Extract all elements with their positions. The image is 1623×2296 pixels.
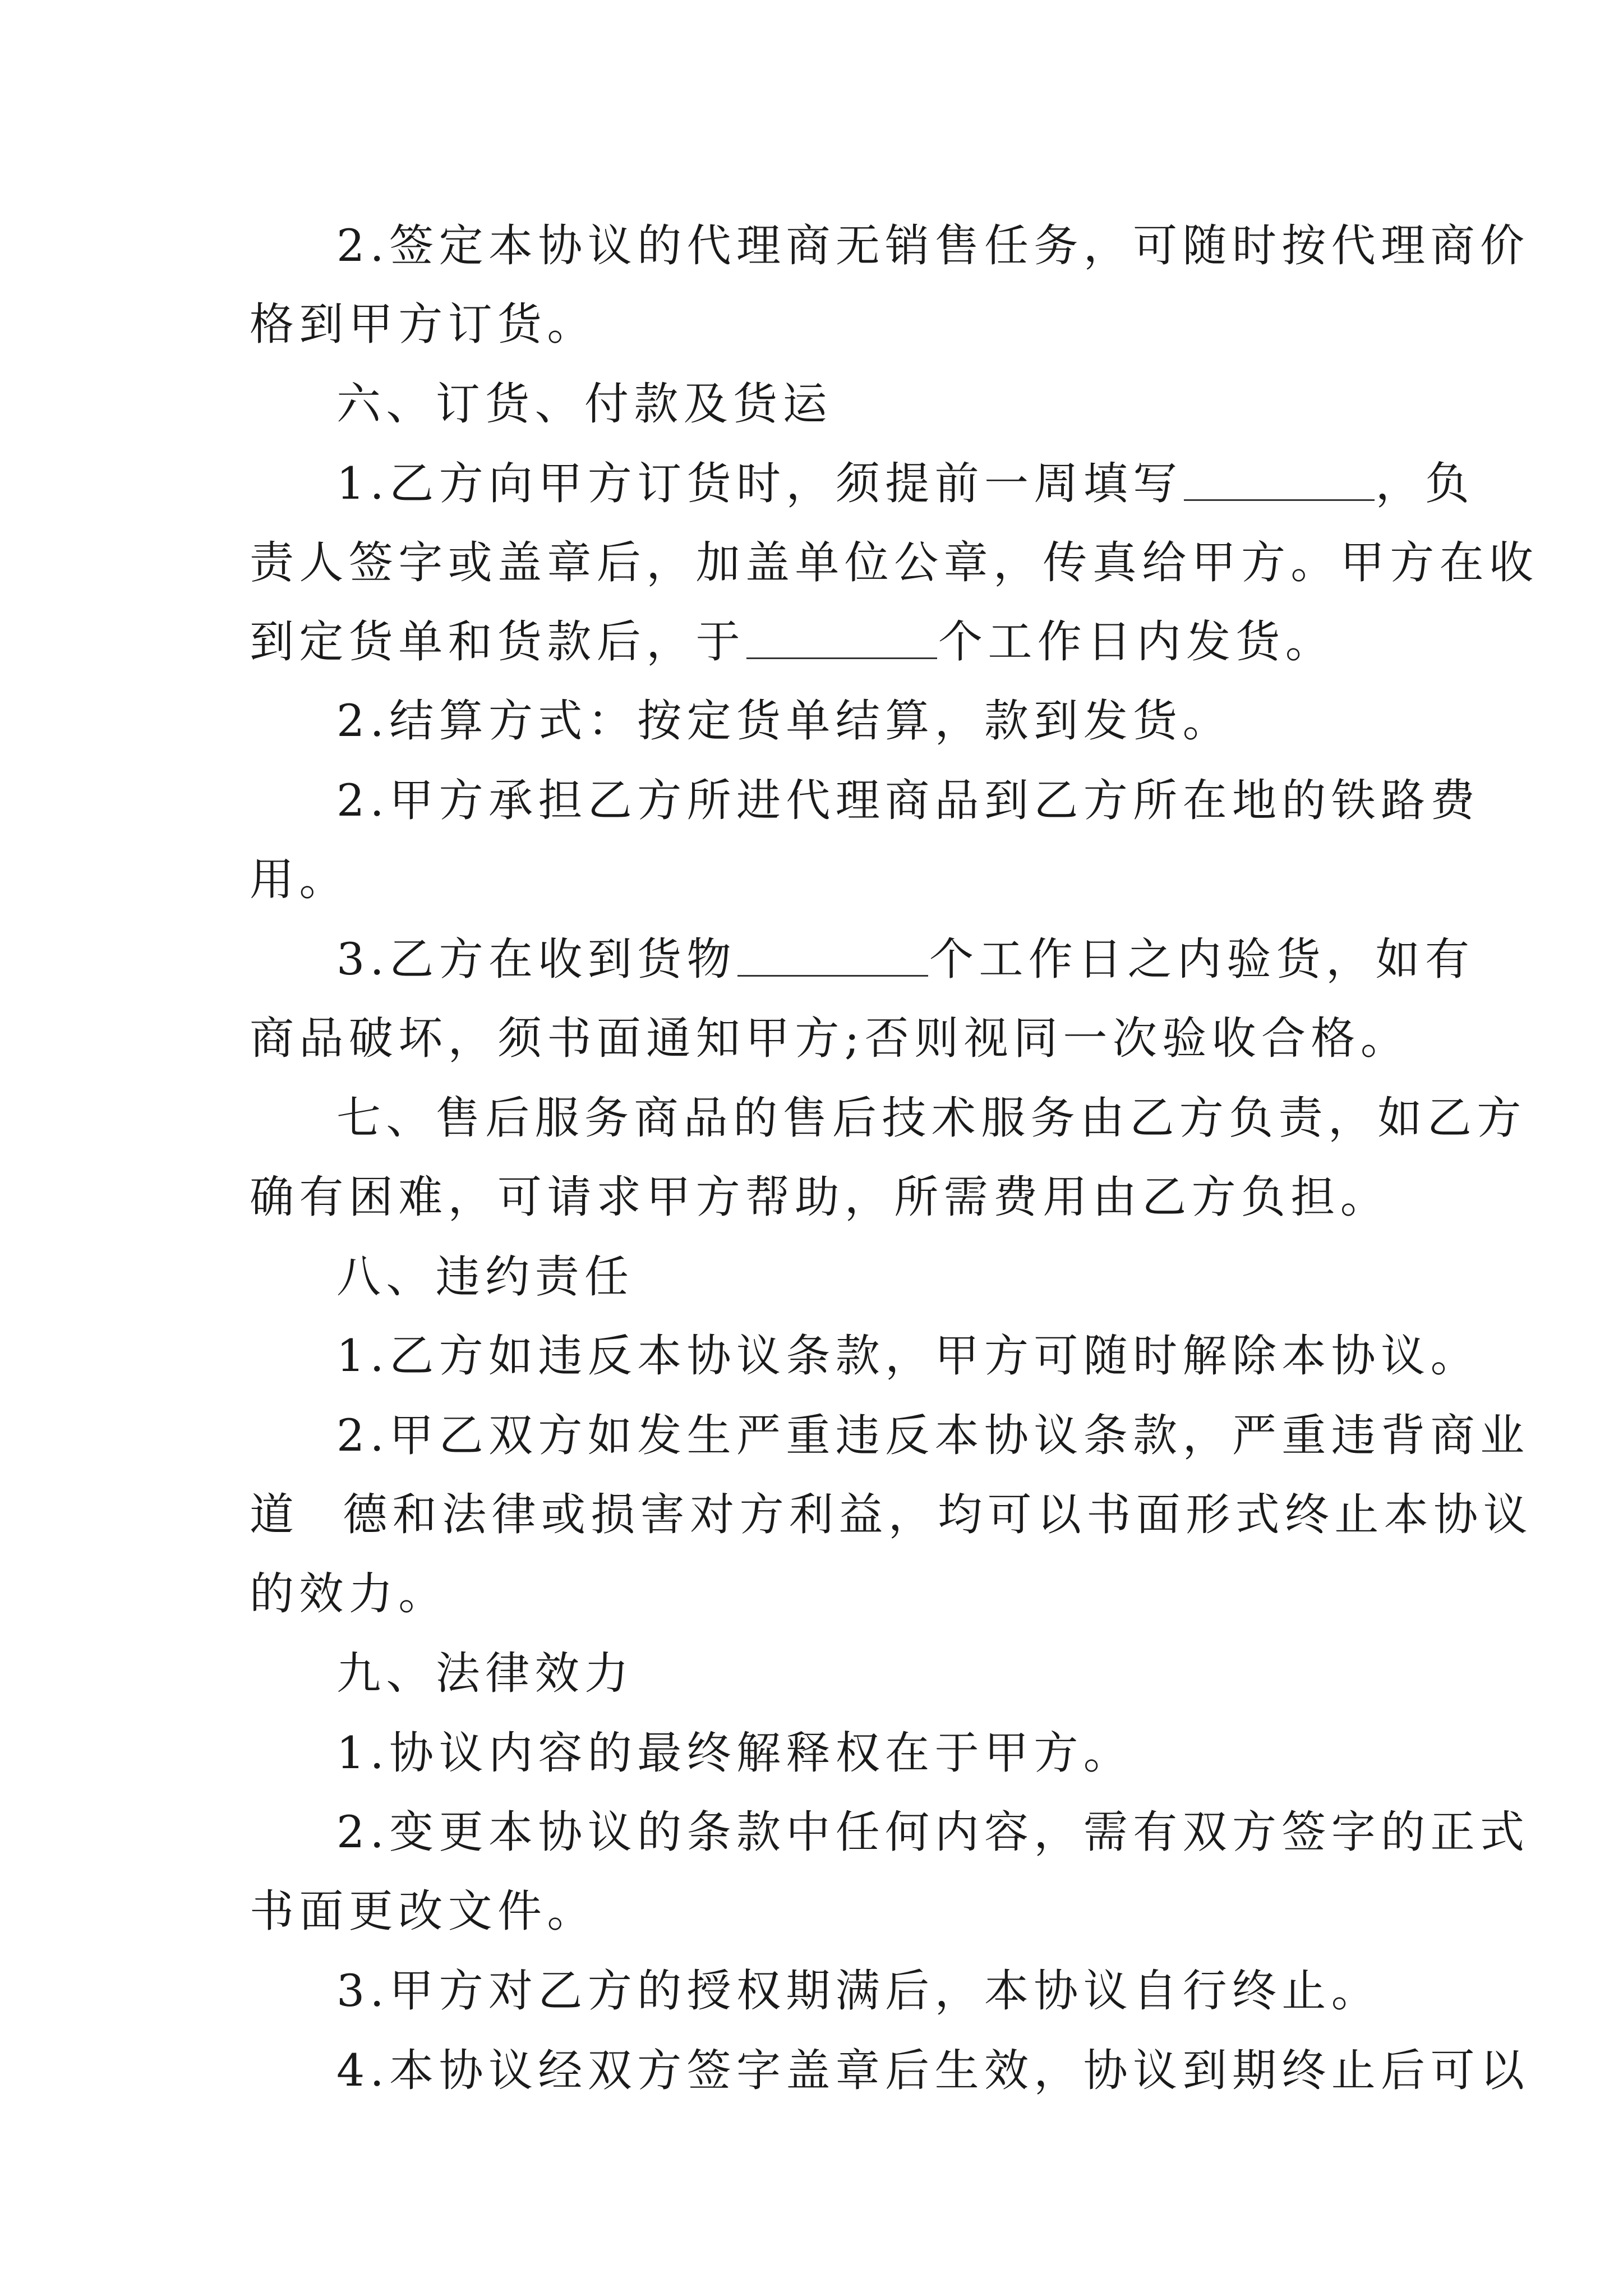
line-text: 1.乙方如违反本协议条款，甲方可随时解除本协议。: [336, 1330, 1480, 1382]
paragraph-line: [250, 523, 1539, 602]
paragraph-line: [250, 1714, 1385, 1792]
paragraph-line: [250, 1952, 1385, 2030]
paragraph-line: [250, 2031, 1530, 2110]
line-text: 商品破坏，须书面通知甲方;否则视同一次验收合格。: [250, 1013, 1410, 1064]
section-heading: [250, 1237, 1385, 1316]
fill-in-blank: [1184, 464, 1375, 501]
paragraph-line: [250, 840, 1385, 919]
line-text: 责人签字或盖章后，加盖单位公章，传真给甲方。甲方在收: [250, 537, 1539, 588]
line-text: 2.甲方承担乙方所进代理商品到乙方所在地的铁路费: [336, 775, 1480, 826]
line-text: 1.乙方向甲方订货时，须提前一周填写: [336, 458, 1183, 509]
line-text: 个工作日之内验货，如有: [929, 933, 1475, 985]
line-text: 2.结算方式：按定货单结算，款到发货。: [336, 695, 1232, 747]
line-text: 2.甲乙双方如发生严重违反本协议条款，严重违背商业: [336, 1410, 1530, 1461]
line-text: 七、售后服务商品的售后技术服务由乙方负责，如乙方: [336, 1092, 1527, 1144]
line-text: 确有困难，可请求甲方帮助，所需费用由乙方负担。: [250, 1171, 1390, 1223]
line-text: 2.变更本协议的条款中任何内容，需有双方签字的正式: [336, 1806, 1530, 1858]
line-text: 到定货单和货款后，于: [250, 616, 745, 668]
line-text: 个工作日内发货。: [938, 616, 1335, 668]
line-text: 德和法律或损害对方利益，均可以书面形式终止本协议: [343, 1489, 1533, 1540]
paragraph-line: [250, 602, 1385, 681]
paragraph-line: [250, 444, 1475, 523]
section-heading: [250, 1634, 1385, 1713]
paragraph-line: [250, 1158, 1390, 1236]
paragraph-line: [250, 1872, 1385, 1950]
paragraph-line: [250, 285, 1385, 364]
line-text: 1.协议内容的最终解释权在于甲方。: [336, 1727, 1133, 1779]
paragraph-line: [250, 999, 1410, 1078]
fill-in-blank: [746, 623, 937, 659]
line-text: 3.甲方对乙方的授权期满后，本协议自行终止。: [336, 1965, 1381, 2017]
line-text: 4.本协议经双方签字盖章后生效，协议到期终止后可以: [336, 2045, 1530, 2096]
paragraph-line: [250, 761, 1480, 840]
paragraph-line: [250, 1079, 1527, 1157]
line-text: 书面更改文件。: [250, 1885, 597, 1937]
paragraph-line: [250, 1475, 1533, 1554]
line-text: 道: [250, 1489, 299, 1540]
paragraph-line: [250, 1396, 1530, 1475]
line-text: ，负: [1375, 458, 1475, 509]
paragraph-line: [250, 920, 1475, 999]
heading-text: 六、订货、付款及货运: [336, 378, 832, 430]
line-text: 2.签定本协议的代理商无销售任务，可随时按代理商价: [336, 220, 1530, 272]
section-heading: [250, 365, 1385, 443]
paragraph-line: [250, 1554, 1385, 1633]
fill-in-blank: [737, 940, 928, 977]
paragraph-line: [250, 682, 1385, 760]
heading-text: 九、法律效力: [336, 1648, 634, 1699]
line-text: 用。: [250, 854, 349, 905]
paragraph-line: [250, 1317, 1480, 1395]
line-text: 3.乙方在收到货物: [336, 933, 736, 985]
paragraph-line: [250, 206, 1530, 285]
line-text: 格到甲方订货。: [250, 298, 597, 350]
line-text: 的效力。: [250, 1568, 448, 1619]
paragraph-line: [250, 1793, 1530, 1871]
heading-text: 八、违约责任: [336, 1251, 634, 1303]
